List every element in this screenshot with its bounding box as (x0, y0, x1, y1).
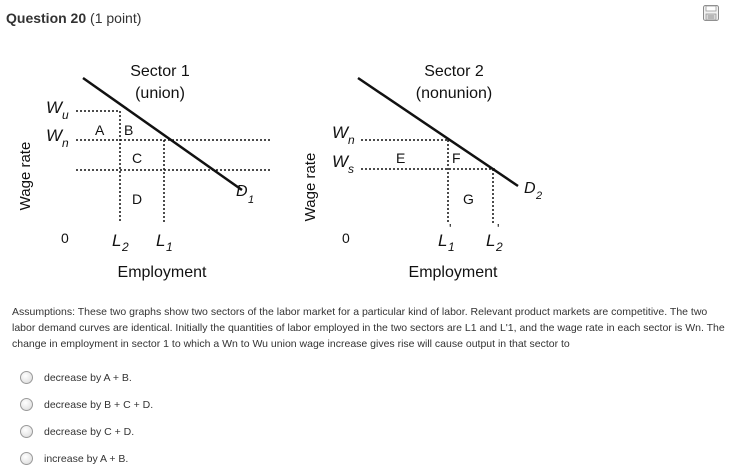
sector1-origin: 0 (61, 230, 69, 246)
floppy-save-icon[interactable] (703, 5, 719, 21)
area-g-label: G (463, 191, 474, 207)
sector2-ylabel: Wage rate (302, 152, 319, 222)
answer-option-label: decrease by B + C + D. (44, 398, 154, 411)
sector2-xlabel: Employment (408, 264, 498, 281)
sector1-l2-sub: 2 (122, 240, 129, 254)
sector2-curve-sub: 2 (536, 190, 543, 202)
sector1-ylabel: Wage rate (17, 141, 34, 211)
sector2-l2p-label: L (486, 231, 496, 250)
sector2-l1p-label: L (438, 231, 448, 250)
area-e-label: E (396, 150, 406, 166)
area-c-label: C (132, 150, 143, 166)
sector1-wu-label: W (46, 98, 63, 117)
sector2-ws-label: W (332, 152, 349, 171)
area-b-label: B (124, 122, 134, 138)
radio-button[interactable] (20, 452, 33, 465)
sector2-curve-label: D (524, 180, 536, 197)
sector2-ws-sub: s (348, 162, 354, 176)
radio-button[interactable] (20, 371, 33, 384)
sector1-wu-sub: u (62, 108, 69, 122)
sector2-wn-sub: n (348, 133, 355, 147)
question-header (6, 10, 141, 26)
question-points: (1 point) (90, 10, 142, 26)
sector1-subtitle: (union) (135, 85, 185, 102)
sector1-l2-label: L (112, 231, 122, 250)
answer-option-label: increase by A + B. (44, 452, 129, 465)
sector2-l2p-sub: 2 (496, 240, 503, 254)
sector1-l1-sub: 1 (166, 240, 173, 254)
question-number: Question 20 (6, 10, 87, 26)
area-f-label: F (452, 150, 461, 166)
sector2-title: Sector 2 (424, 63, 484, 80)
sector1-curve-label: D (236, 183, 248, 200)
answer-option-label: decrease by C + D. (44, 425, 135, 438)
sector2-origin: 0 (342, 230, 350, 246)
sector1-xlabel: Employment (117, 264, 207, 281)
sector1-wn-label: W (46, 126, 63, 145)
sector1-curve-sub: 1 (248, 194, 255, 206)
sector2-l2p-prime: ' (497, 221, 500, 236)
area-a-label: A (95, 122, 105, 138)
radio-button[interactable] (20, 425, 33, 438)
sector1-title: Sector 1 (130, 63, 190, 80)
answer-option-1[interactable] (20, 364, 420, 391)
sector2-wn-label: W (332, 123, 349, 142)
answer-option-label: decrease by A + B. (44, 371, 132, 384)
sector2-subtitle: (nonunion) (415, 85, 493, 102)
answer-option-2[interactable] (20, 391, 420, 418)
sector2-l1p-prime: ' (449, 221, 452, 236)
sector1-l1-label: L (156, 231, 166, 250)
sector1-wn-sub: n (62, 136, 69, 150)
answer-options (20, 364, 420, 472)
sector2-l1p-sub: 1 (448, 240, 455, 254)
labor-market-figure (10, 47, 574, 290)
area-d-label: D (132, 191, 143, 207)
question-text: Assumptions: These two graphs show two sectors of the labor market for a particular kind of labor. Relevant product markets are competitive. The two labor demand curves are identical. Initially the quantities of labor employed in the two sectors are L1 and L'1, and the wage rate in each sector is Wn. The change in employment in sector 1 to which a Wn to Wu union wage increase gives rise will cause output in that sector to (12, 306, 725, 350)
radio-button[interactable] (20, 398, 33, 411)
answer-option-3[interactable] (20, 418, 420, 445)
